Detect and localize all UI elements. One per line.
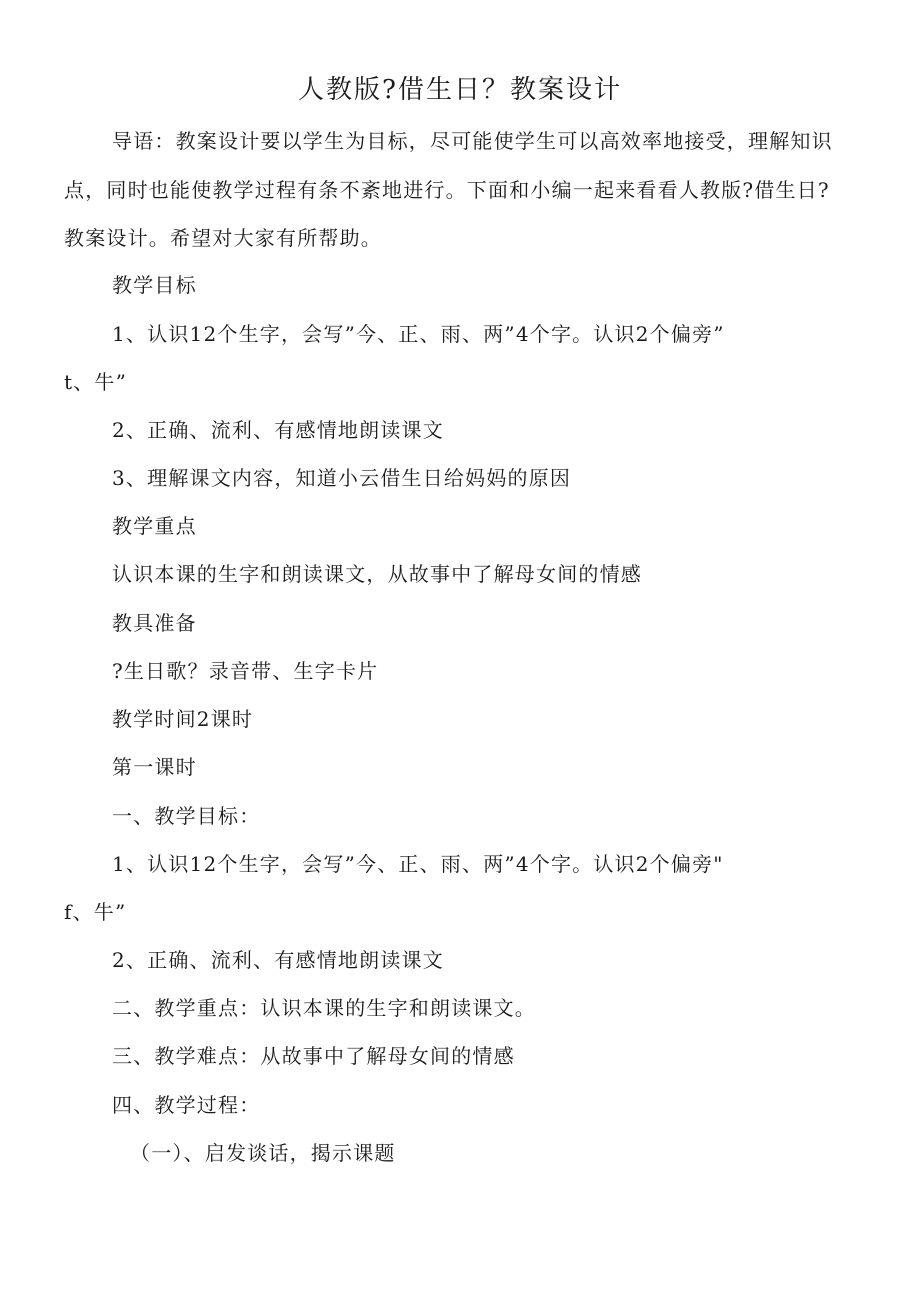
- page-title: 人教版?借生日？教案设计: [298, 75, 622, 105]
- body-line: ?生日歌？录音带、生字卡片: [112, 659, 379, 683]
- body-line: 四、教学过程：: [112, 1093, 261, 1117]
- body-line: 2、正确、流利、有感情地朗读课文: [112, 418, 444, 442]
- section-heading-first-lesson: 第一课时: [112, 755, 197, 779]
- body-line: f、牛”: [64, 900, 127, 924]
- body-line: 二、教学重点：认识本课的生字和朗读课文。: [112, 996, 536, 1020]
- section-heading-objectives: 教学目标: [112, 273, 197, 297]
- body-line: 3、理解课文内容，知道小云借生日给妈妈的原因: [112, 466, 572, 490]
- section-heading-materials: 教具准备: [112, 611, 197, 635]
- body-line: 1、认识12个生字，会写”今、正、雨、两”4个字。认识2个偏旁": [112, 852, 724, 876]
- intro-line-3: 教案设计。希望对大家有所帮助。: [64, 226, 382, 250]
- body-line: 2、正确、流利、有感情地朗读课文: [112, 948, 444, 972]
- body-line: 一、教学目标：: [112, 804, 261, 828]
- body-line: t、牛”: [64, 370, 128, 394]
- body-line: 三、教学难点：从故事中了解母女间的情感: [112, 1044, 515, 1068]
- body-line: 1、认识12个生字，会写”今、正、雨、两”4个字。认识2个偏旁”: [112, 322, 725, 346]
- intro-line-2: 点，同时也能使教学过程有条不紊地进行。下面和小编一起来看看人教版?借生日?: [64, 178, 830, 202]
- intro-line-1: 导语：教案设计要以学生为目标，尽可能使学生可以高效率地接受，理解知识: [112, 129, 833, 153]
- body-line: （一）、启发谈话，揭示课题: [130, 1141, 396, 1165]
- body-line: 认识本课的生字和朗读课文，从故事中了解母女间的情感: [112, 562, 642, 586]
- body-line: 教学时间2课时: [112, 707, 254, 731]
- section-heading-key-points: 教学重点: [112, 514, 197, 538]
